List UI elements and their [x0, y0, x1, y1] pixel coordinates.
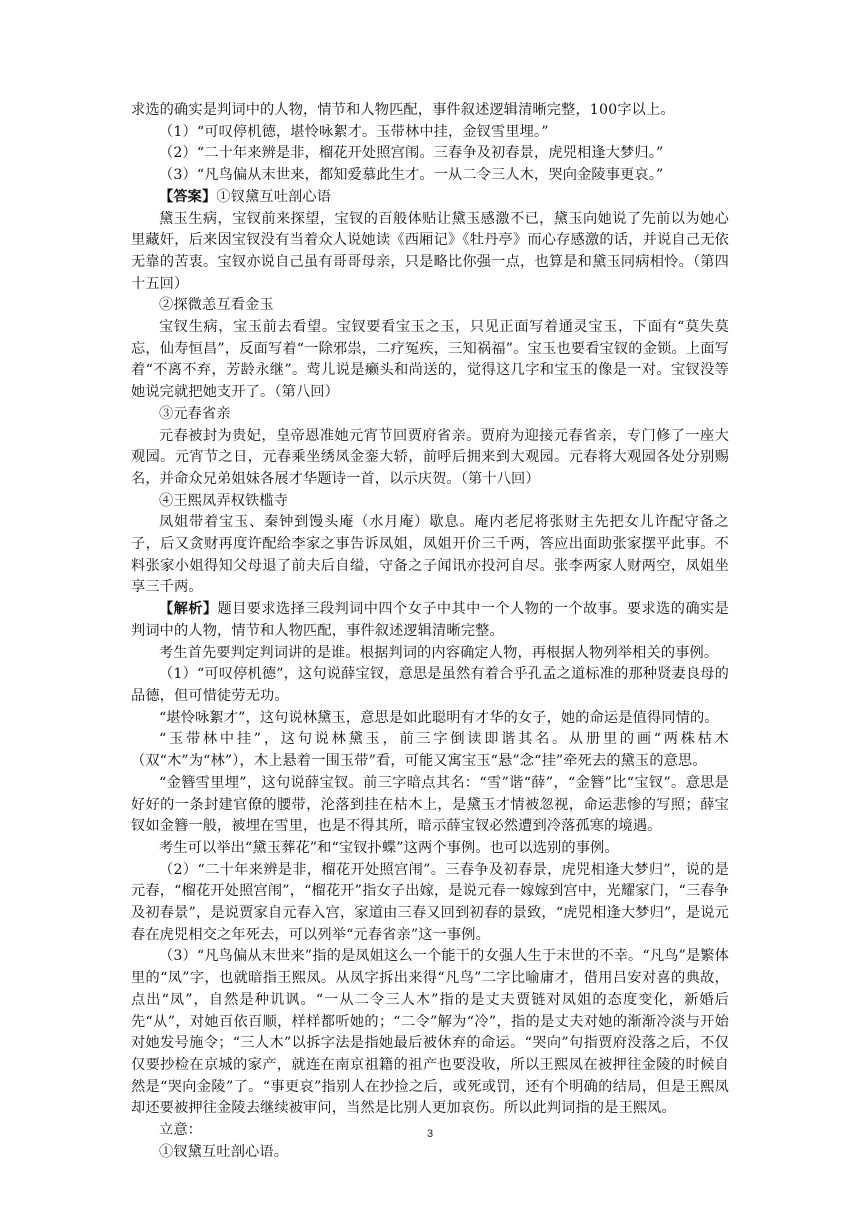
paragraph-analysis-7: （2）“二十年来辨是非，榴花开处照宫闱”。三春争及初春景，虎兕相逢大梦归”，说的是元春，“榴花开处照宫闱”，“榴花开”指女子出嫁，是说元春一嫁嫁到宫中，光耀家门，“三春争及初春景”，是说贾家自元春入宫，家道由三春又回到初春的景致，“虎兕相逢大梦归”，是说元春在虎兕相交之年死去，可以列举“元春省亲”这一事例。 — [131, 861, 729, 943]
heading-story-3: ③元春省亲 — [159, 405, 231, 422]
paragraph-analysis-3: “堪怜咏絮才”，这句说林黛玉，意思是如此聪明有才华的女子，她的命运是值得同情的。 — [159, 709, 719, 726]
paragraph-story-1: 黛玉生病，宝钗前来探望，宝钗的百般体贴让黛玉感激不已，黛玉向她说了先前以为她心里藏奸，后来因宝钗没有当着众人说她读《西厢记》《牡丹亭》而心存感激的话，并说自己无依无靠的苦衷。宝钗亦说自己虽有哥哥母亲，只是略比你强一点，也算是和黛玉同病相怜。（第四十五回） — [131, 210, 729, 292]
theme-item-1: ①钗黛互吐剖心语。 — [159, 1143, 289, 1160]
analysis-heading — [131, 599, 729, 642]
paragraph-analysis-6: 考生可以举出“黛玉葬花”和“宝钗扑蝶”这两个事例。也可以选别的事例。 — [159, 839, 619, 856]
heading-story-2: ②探微恙互看金玉 — [159, 297, 274, 314]
paragraph-story-4: 凤姐带着宝玉、秦钟到馒头庵（水月庵）歇息。庵内老尼将张财主先把女儿许配守备之子，后又贪财再度许配给李家之事告诉凤姐，凤姐开价三千两，答应出面助张家摆平此事。不料张家小姐得知父母退了前夫后自缢，守备之子闻讯亦投河自尽。张李两家人财两空，凤姐坐享三千两。 — [131, 514, 729, 596]
paragraph-intro: 求选的确实是判词中的人物，情节和人物匹配，事件叙述逻辑清晰完整，100字以上。 — [131, 102, 675, 118]
theme-heading: 立意： — [159, 1122, 203, 1139]
analysis-tag: 【解析】 — [159, 601, 218, 618]
document-page — [131, 100, 729, 1163]
paragraph-analysis-4: “玉带林中挂”，这句说林黛玉，前三字倒读即谐其名。从册里的画“两株枯木（双“木”为“林”），木上悬着一围玉带”看，可能又寓宝玉“悬”念“挂”牵死去的黛玉的意思。 — [131, 731, 729, 770]
answer-heading — [131, 187, 729, 209]
paragraph-analysis-1: 考生首先要判定判词讲的是谁。根据判词的内容确定人物，再根据人物列举相关的事例。 — [159, 644, 719, 661]
paragraph-story-3: 元春被封为贵妃，皇帝恩准她元宵节回贾府省亲。贾府为迎接元春省亲，专门修了一座大观园。元宵节之日，元春乘坐绣凤金銮大轿，前呼后拥来到大观园。元春将大观园各处分别赐名，并命众兄弟姐妹各展才华题诗一首，以示庆贺。（第十八回） — [131, 427, 729, 487]
answer-heading-text: ①钗黛互吐剖心语 — [216, 188, 332, 205]
heading-story-4: ④王熙凤弄权铁槛寺 — [159, 492, 289, 509]
page-number: 3 — [426, 1128, 434, 1140]
paragraph-analysis-8: （3）“凡鸟偏从末世来”指的是凤姐这么一个能干的女强人生于末世的不幸。“凡鸟”是繁体里的“凤”字，也就暗指王熙凤。从凤字拆出来得“凡鸟”二字比喻庸才，借用吕安对喜的典故，点出“凤”，自然是种讥讽。“一从二令三人木”指的是丈夫贾链对凤姐的态度变化，新婚后先“从”，对她百依百顺，样样都听她的；“二令”解为“冷”，指的是丈夫对她的渐渐冷淡与开始对她发号施令；“三人木”以拆字法是指她最后被休弃的命运。“哭向”句指贾府没落之后，不仅仅要抄检在京城的家产，就连在南京祖籍的祖产也要没收，所以王熙凤在被押往金陵的时候自然是“哭向金陵”了。“事更哀”指别人在抄捡之后，或死或罚，还有个明确的结局，但是王熙凤却还要被押往金陵去继续被审问，当然是比别人更加哀伤。所以此判词指的是王熙凤。 — [131, 948, 729, 1117]
paragraph-story-2: 宝钗生病，宝玉前去看望。宝钗要看宝玉之玉，只见正面写着通灵宝玉，下面有“莫失莫忘，仙寿恒昌”，反面写着“一除邪祟，二疗冤疾，三知祸福”。宝玉也要看宝钗的金锁。上面写着“不离不弃，芳龄永继”。莺儿说是癞头和尚送的，觉得这几字和宝玉的像是一对。宝钗没等她说完就把她支开了。（第八回） — [131, 319, 729, 401]
verse-1: （1）“可叹停机德，堪怜咏絮才。玉带林中挂，金钗雪里埋。” — [159, 123, 549, 140]
paragraph-analysis-2: （1）“可叹停机德”，这句说薛宝钗，意思是虽然有着合乎孔孟之道标准的那种贤妻良母的品德，但可惜徒劳无功。 — [131, 666, 729, 704]
answer-tag: 【答案】 — [159, 188, 217, 205]
analysis-text: 题目要求选择三段判词中四个女子中其中一个人物的一个故事。要求选的确实是判词中的人物，情节和人物匹配，事件叙述逻辑清晰完整。 — [131, 601, 729, 639]
verse-3: （3）“凡鸟偏从末世来，都知爱慕此生才。一从二令三人木，哭向金陵事更哀。” — [159, 167, 664, 184]
verse-2: （2）“二十年来辨是非，榴花开处照宫闱。三春争及初春景，虎兕相逢大梦归。” — [159, 145, 664, 162]
paragraph-analysis-5: “金簪雪里埋”，这句说薛宝钗。前三字暗点其名：“雪”谐“薛”，“金簪”比“宝钗”。意思是好好的一条封建官僚的腰带，沦落到挂在枯木上，是黛玉才情被忽视，命运悲惨的写照；薛宝钗如金簪一般，被埋在雪里，也是不得其所，暗示薛宝钗必然遭到冷落孤寒的境遇。 — [131, 774, 729, 835]
